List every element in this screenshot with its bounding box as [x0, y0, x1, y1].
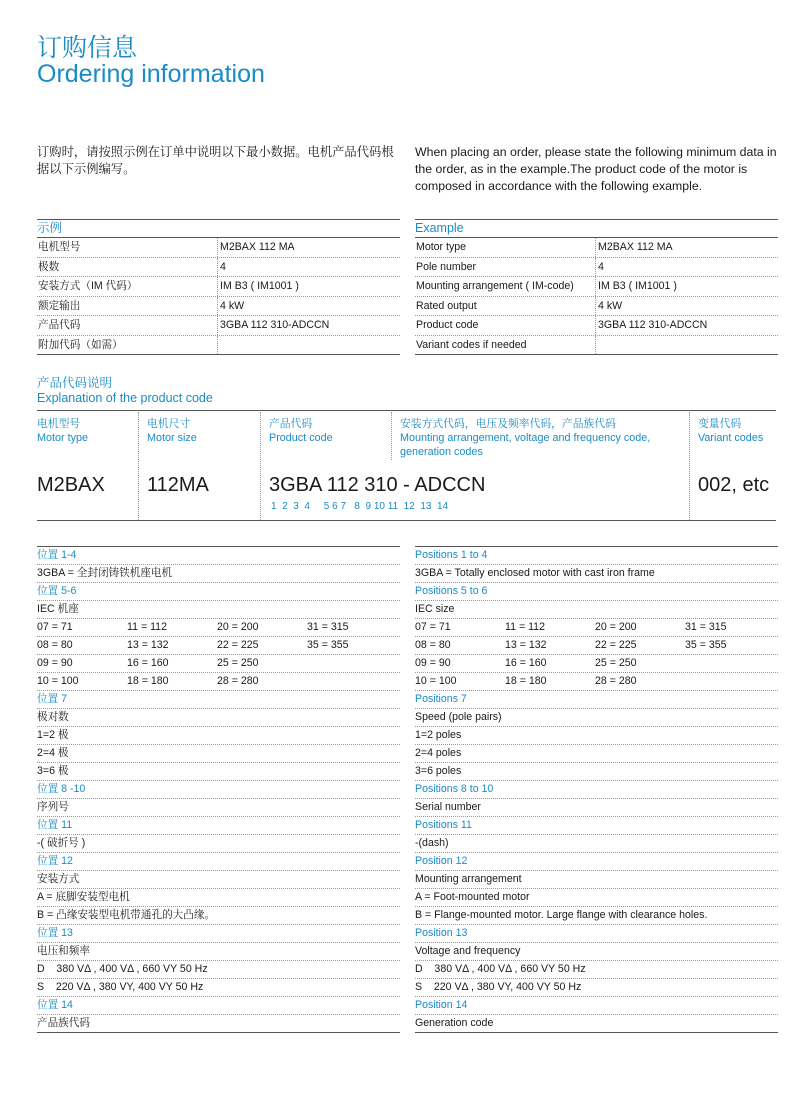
table-row: 额定输出 4 kW	[37, 297, 400, 317]
example-table-cn	[37, 219, 400, 355]
column-divider	[138, 412, 139, 520]
table-row: Variant codes if needed	[415, 336, 778, 356]
divider	[37, 520, 776, 521]
table-row: 电机型号 M2BAX 112 MA	[37, 238, 400, 258]
example-table-en	[415, 219, 778, 355]
table-row: 极数 4	[37, 258, 400, 278]
example-heading-cn: 示例	[37, 219, 400, 238]
table-row: 安装方式（IM 代码） IM B3 ( IM1001 )	[37, 277, 400, 297]
colhead-mounting: 安装方式代码，电压及频率代码，产品族代码 Mounting arrangement, voltage and frequency code, generation codes	[400, 418, 651, 458]
page-title-en: Ordering information	[37, 60, 265, 88]
column-divider	[260, 412, 261, 520]
intro-text-en: When placing an order, please state the following minimum data in the order, as in the example.The product code of the motor is composed in accordance with the following example.	[415, 145, 777, 193]
table-row: Product code 3GBA 112 310-ADCCN	[415, 316, 778, 336]
colhead-motor-size: 电机尺寸 Motor size	[147, 418, 197, 444]
table-row: 附加代码（如需）	[37, 336, 400, 356]
colhead-motor-type: 电机型号 Motor type	[37, 418, 89, 444]
table-row: Rated output 4 kW	[415, 297, 778, 317]
colhead-product-code: 产品代码 Product code	[269, 418, 333, 444]
divider	[37, 410, 776, 411]
column-divider	[391, 412, 392, 460]
position-digits: 1 2 3 4 5 6 7 8 9 10 11 12 13 14	[271, 501, 449, 512]
motor-type-value: M2BAX	[37, 474, 105, 496]
table-row: 产品代码 3GBA 112 310-ADCCN	[37, 316, 400, 336]
table-row: Motor type M2BAX 112 MA	[415, 238, 778, 258]
variant-code-value: 002, etc	[698, 474, 770, 496]
table-row: Mounting arrangement ( IM-code) IM B3 ( IM1001 )	[415, 277, 778, 297]
product-code-value: 3GBA 112 310 - ADCCN	[269, 474, 486, 496]
positions-list-en: Positions 1 to 4 3GBA = Totally enclosed motor with cast iron frame Positions 5 to 6 IEC size 07 = 71 11 = 112 20 = 200 31 = 315 08 = 80 13 = 132 22 = 225 35 = 355 09 = 90 16 = 160 25 = 250 10 = 100 18 = 180 28 = 280 Positions 7 Speed (pole pairs) 1=2 poles 2=4 poles 3=6 poles Positions 8 to 10 Serial number Positions 11 -(dash) Position 12 Mounting arrangement A = Foot-mounted motor B = Flange-mounted motor. Large flange with clearance holes. Position 13 Voltage and frequency D 380 VΔ , 400 VΔ , 660 VY 50 Hz S 220 VΔ , 380 VY, 400 VY 50 Hz Position 14 Generation code	[415, 546, 778, 1033]
motor-size-value: 112MA	[147, 474, 209, 496]
column-divider	[689, 412, 690, 520]
table-row: Pole number 4	[415, 258, 778, 278]
positions-list-cn: 位置 1-4 3GBA = 全封闭铸铁机座电机 位置 5-6 IEC 机座 07 = 71 11 = 112 20 = 200 31 = 315 08 = 80 13 = 132 22 = 225 35 = 355 09 = 90 16 = 160 25 = 250 10 = 100 18 = 180 28 = 280 位置 7 极对数 1=2 极 2=4 极 3=6 极 位置 8 -10 序列号 位置 11 -( 破折号 ) 位置 12 安装方式 A = 底脚安装型电机 B = 凸缘安装型电机带通孔的大凸缘。 位置 13 电压和频率 D 380 VΔ , 400 VΔ , 660 VY 50 Hz S 220 VΔ , 380 VY, 400 VY 50 Hz 位置 14 产品族代码	[37, 546, 400, 1033]
intro-text-cn: 订购时，请按照示例在订单中说明以下最小数据。电机产品代码根据以下示例编写。	[37, 145, 394, 176]
product-code-title: 产品代码说明 Explanation of the product code	[37, 376, 213, 405]
colhead-variant-codes: 变量代码 Variant codes	[698, 418, 764, 444]
page-title-cn: 订购信息	[37, 33, 138, 62]
example-heading-en: Example	[415, 219, 778, 238]
